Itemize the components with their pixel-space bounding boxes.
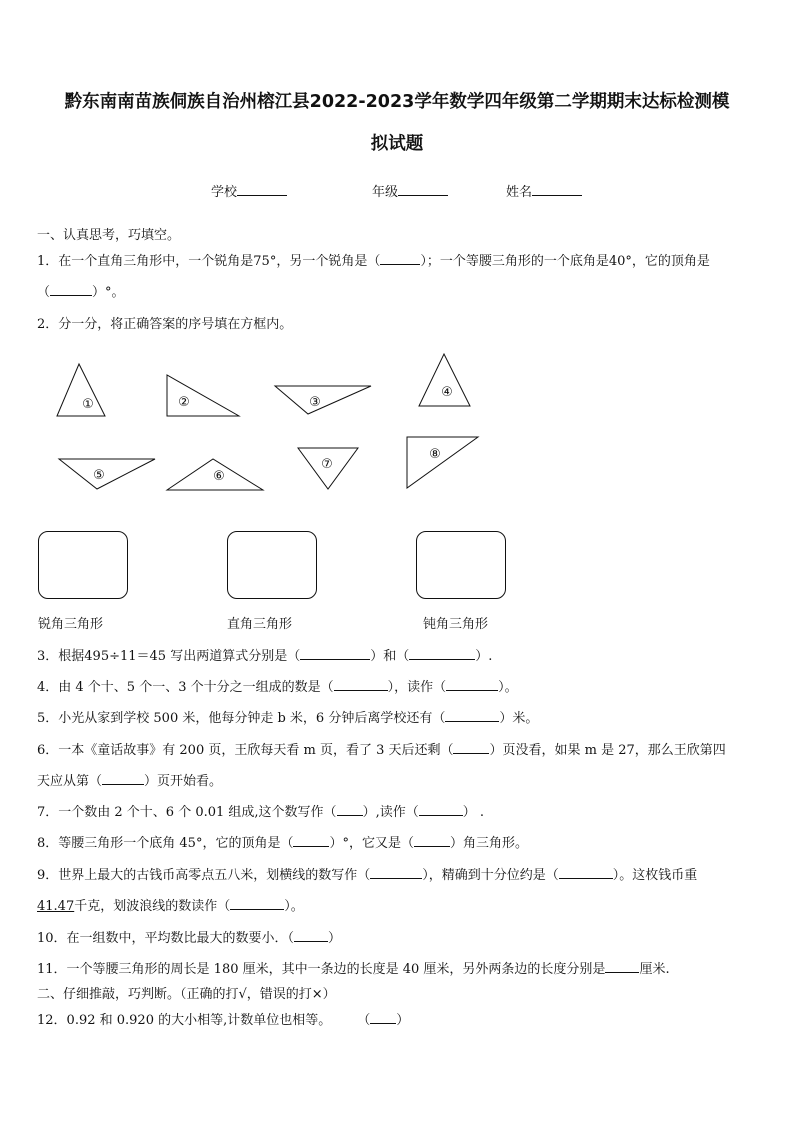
school-label: 学校 <box>211 185 238 200</box>
question-12 <box>37 1009 409 1028</box>
q12-blank-1[interactable] <box>370 1011 396 1024</box>
q11-text-a: 11．一个等腰三角形的周长是 180 厘米，其中一条边的长度是 40 厘米，另外两条边的长度分别是 <box>37 962 606 977</box>
question-2-text: 2．分一分，将正确答案的序号填在方框内。 <box>37 317 293 332</box>
section-1-heading: 一、认真思考，巧填空。 <box>37 228 181 243</box>
q8-blank-2[interactable] <box>414 834 450 847</box>
q12-text-c: ） <box>396 1013 410 1028</box>
q1-text-b: ）；一个等腰三角形的一个底角是40°，它的顶角是 <box>420 254 710 269</box>
page-title-line-1: 黔东南南苗族侗族自治州榕江县2022-2023学年数学四年级第二学期期末达标检测模 <box>64 92 730 112</box>
question-3 <box>37 645 492 664</box>
triangle-1-label: ① <box>82 397 94 412</box>
q6-text-c: 天应从第（ <box>37 774 103 789</box>
question-10 <box>37 927 341 946</box>
obtuse-triangle-label: 钝角三角形 <box>423 617 489 632</box>
q3-text-c: ）. <box>475 649 493 664</box>
q9-blank-2[interactable] <box>559 866 613 879</box>
q9-text-e: 千克，划波浪线的数读作（ <box>74 899 231 914</box>
question-11 <box>37 958 670 977</box>
q5-text-a: 5．小光从家到学校 500 米，他每分钟走 b 米，6 分钟后离学校还有（ <box>37 711 446 726</box>
name-label: 姓名 <box>506 185 533 200</box>
triangle-8-label: ⑧ <box>429 447 441 462</box>
acute-triangle-box[interactable] <box>38 531 128 599</box>
q9-text-a: 9．世界上最大的古钱币高零点五八米，划横线的数写作（ <box>37 868 371 883</box>
q7-text-b: ）,读作（ <box>362 805 419 820</box>
q12-text-b: （ <box>357 1013 371 1028</box>
grade-label: 年级 <box>372 185 399 200</box>
q12-text-a: 12．0.92 和 0.920 的大小相等,计数单位也相等。 <box>37 1013 332 1028</box>
right-triangle-box[interactable] <box>227 531 317 599</box>
q5-blank-1[interactable] <box>445 709 499 722</box>
acute-triangle-label: 锐角三角形 <box>38 617 104 632</box>
triangle-3 <box>275 386 371 414</box>
triangle-1 <box>57 364 105 416</box>
triangle-4-label: ④ <box>441 385 453 400</box>
q9-blank-3[interactable] <box>230 897 284 910</box>
q7-blank-1[interactable] <box>337 803 363 816</box>
question-8 <box>37 832 528 851</box>
q6-blank-1[interactable] <box>453 741 489 754</box>
q4-blank-1[interactable] <box>334 678 388 691</box>
question-7 <box>37 801 484 820</box>
q4-text-b: ），读作（ <box>387 680 447 695</box>
q8-text-b: ）°，它又是（ <box>329 836 414 851</box>
q6-text-b: ）页没看，如果 m 是 27，那么王欣第四 <box>489 743 726 758</box>
q4-blank-2[interactable] <box>446 678 498 691</box>
question-6-line-2 <box>37 770 222 789</box>
q7-blank-2[interactable] <box>419 803 463 816</box>
triangle-3-label: ③ <box>309 395 321 410</box>
question-5 <box>37 707 538 726</box>
q5-text-b: ）米。 <box>499 711 539 726</box>
q9-text-c: ）。这枚钱币重 <box>612 868 698 883</box>
question-9-line-2 <box>37 895 304 914</box>
q6-blank-2[interactable] <box>102 772 144 785</box>
q8-blank-1[interactable] <box>293 834 329 847</box>
triangle-5 <box>59 459 155 489</box>
q8-text-c: ）角三角形。 <box>449 836 528 851</box>
question-6-line-1 <box>37 739 726 758</box>
triangle-2-label: ② <box>178 395 190 410</box>
q3-blank-2[interactable] <box>409 647 475 660</box>
right-triangle-label: 直角三角形 <box>227 617 293 632</box>
q3-blank-1[interactable] <box>300 647 370 660</box>
q9-wavy-number: 41.47 <box>37 899 75 914</box>
triangle-8 <box>407 437 478 488</box>
question-9-line-1 <box>37 864 697 883</box>
obtuse-triangle-box[interactable] <box>416 531 506 599</box>
q7-text-a: 7．一个数由 2 个十、6 个 0.01 组成,这个数写作（ <box>37 805 337 820</box>
q6-text-d: ）页开始看。 <box>144 774 223 789</box>
q1-text-a: 1．在一个直角三角形中，一个锐角是75°，另一个锐角是（ <box>37 254 381 269</box>
triangle-5-label: ⑤ <box>93 468 105 483</box>
q8-text-a: 8．等腰三角形一个底角 45°，它的顶角是（ <box>37 836 294 851</box>
q7-text-c: ） . <box>462 805 484 820</box>
q10-text-b: ） <box>328 931 342 946</box>
q10-text-a: 10．在一组数中，平均数比最大的数要小．（ <box>37 931 295 946</box>
question-4 <box>37 676 518 695</box>
q1-text-c: （ <box>37 285 51 300</box>
section-2-heading: 二、仔细推敲，巧判断。（正确的打√，错误的打×） <box>37 987 336 1002</box>
q9-text-f: ）。 <box>284 899 304 914</box>
q3-text-a: 3．根据495÷11＝45 写出两道算式分别是（ <box>37 649 301 664</box>
page-title-line-2: 拟试题 <box>370 134 424 154</box>
q3-text-b: ）和（ <box>370 649 410 664</box>
q11-blank-1[interactable] <box>605 960 639 973</box>
triangle-6-label: ⑥ <box>213 469 225 484</box>
q11-text-b: 厘米. <box>639 962 670 977</box>
q4-text-c: ）。 <box>498 680 518 695</box>
q9-blank-1[interactable] <box>370 866 422 879</box>
q6-text-a: 6．一本《童话故事》有 200 页，王欣每天看 m 页，看了 3 天后还剩（ <box>37 743 454 758</box>
triangle-7-label: ⑦ <box>321 457 333 472</box>
q9-text-b: ），精确到十分位约是（ <box>422 868 559 883</box>
q10-blank-1[interactable] <box>294 929 328 942</box>
q1-text-d: ）°。 <box>92 285 125 300</box>
q4-text-a: 4．由 4 个十、5 个一、3 个十分之一组成的数是（ <box>37 680 334 695</box>
